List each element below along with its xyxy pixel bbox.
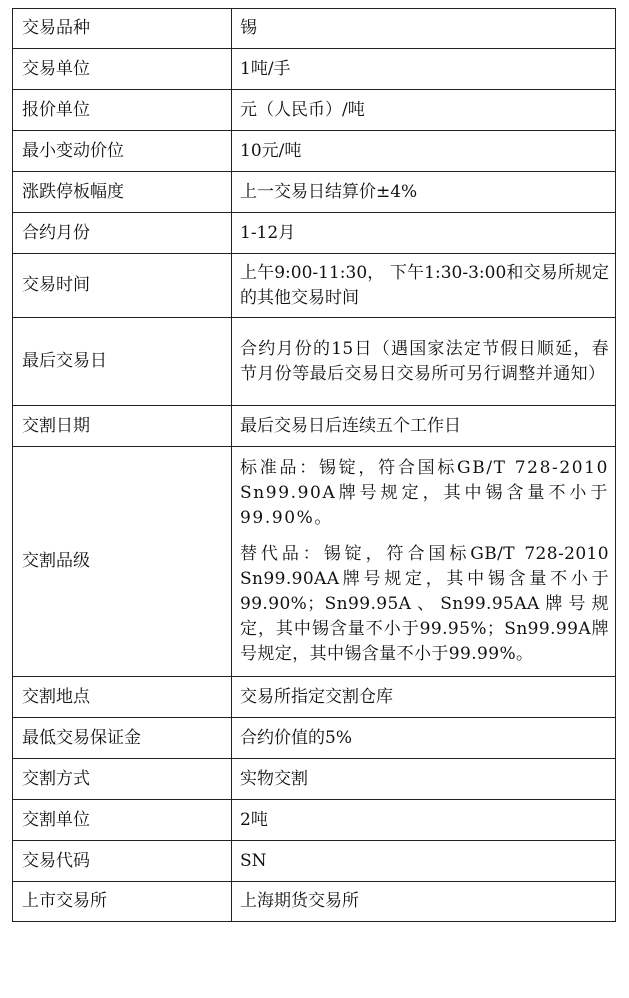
row-value-trading-unit: 1吨/手 <box>232 49 616 90</box>
row-label-last-trading-day: 最后交易日 <box>13 318 232 406</box>
row-label-delivery-dates: 交割日期 <box>13 406 232 447</box>
table-row <box>13 318 616 406</box>
row-value-delivery-method: 实物交割 <box>232 759 616 800</box>
table-row <box>13 447 616 677</box>
row-value-min-margin: 合约价值的5% <box>232 718 616 759</box>
row-value-last-trading-day: 合约月份的15日（遇国家法定节假日顺延，春节月份等最后交易日交易所可另行调整并通知） <box>232 318 616 406</box>
table-row <box>13 882 616 922</box>
row-label-delivery-location: 交割地点 <box>13 677 232 718</box>
substitute-grade-paragraph: 替代品：锡锭，符合国标GB/T 728-2010 Sn99.90AA牌号规定，其中锡含量不小于99.90%；Sn99.95A、Sn99.95AA牌号规定，其中锡含量不小于99.95%；Sn99.99A牌号规定，其中锡含量不小于99.99%。 <box>240 544 609 664</box>
row-label-min-price-tick: 最小变动价位 <box>13 131 232 172</box>
table-row <box>13 49 616 90</box>
row-label-trading-unit: 交易单位 <box>13 49 232 90</box>
row-label-trading-hours: 交易时间 <box>13 254 232 318</box>
table-row <box>13 213 616 254</box>
table-row <box>13 9 616 49</box>
table-row <box>13 718 616 759</box>
row-label-delivery-unit: 交割单位 <box>13 800 232 841</box>
row-value-trading-variety: 锡 <box>232 9 616 49</box>
row-value-price-limit: 上一交易日结算价±4% <box>232 172 616 213</box>
row-label-quote-unit: 报价单位 <box>13 90 232 131</box>
row-value-delivery-grade <box>232 447 616 677</box>
row-value-contract-months: 1-12月 <box>232 213 616 254</box>
row-value-trading-hours: 上午9:00-11:30， 下午1:30-3:00和交易所规定的其他交易时间 <box>232 254 616 318</box>
table-row <box>13 172 616 213</box>
table-row <box>13 90 616 131</box>
table-row <box>13 800 616 841</box>
row-value-min-price-tick: 10元/吨 <box>232 131 616 172</box>
tin-futures-contract-spec-table <box>12 8 616 922</box>
row-label-delivery-method: 交割方式 <box>13 759 232 800</box>
row-label-ticker-code: 交易代码 <box>13 841 232 882</box>
table-row <box>13 254 616 318</box>
row-label-contract-months: 合约月份 <box>13 213 232 254</box>
table-row <box>13 841 616 882</box>
table-row <box>13 677 616 718</box>
row-label-delivery-grade: 交割品级 <box>13 447 232 677</box>
row-value-ticker-code: SN <box>232 841 616 882</box>
table-row <box>13 406 616 447</box>
row-value-listing-exchange: 上海期货交易所 <box>232 882 616 922</box>
row-value-quote-unit: 元（人民币）/吨 <box>232 90 616 131</box>
row-label-listing-exchange: 上市交易所 <box>13 882 232 922</box>
table-row <box>13 131 616 172</box>
standard-grade-paragraph: 标准品：锡锭，符合国标GB/T 728-2010 Sn99.90A牌号规定，其中锡含量不小于99.90%。 <box>240 458 609 528</box>
row-label-price-limit: 涨跌停板幅度 <box>13 172 232 213</box>
row-label-min-margin: 最低交易保证金 <box>13 718 232 759</box>
row-value-delivery-location: 交易所指定交割仓库 <box>232 677 616 718</box>
row-label-trading-variety: 交易品种 <box>13 9 232 49</box>
row-value-delivery-unit: 2吨 <box>232 800 616 841</box>
row-value-delivery-dates: 最后交易日后连续五个工作日 <box>232 406 616 447</box>
table-row <box>13 759 616 800</box>
